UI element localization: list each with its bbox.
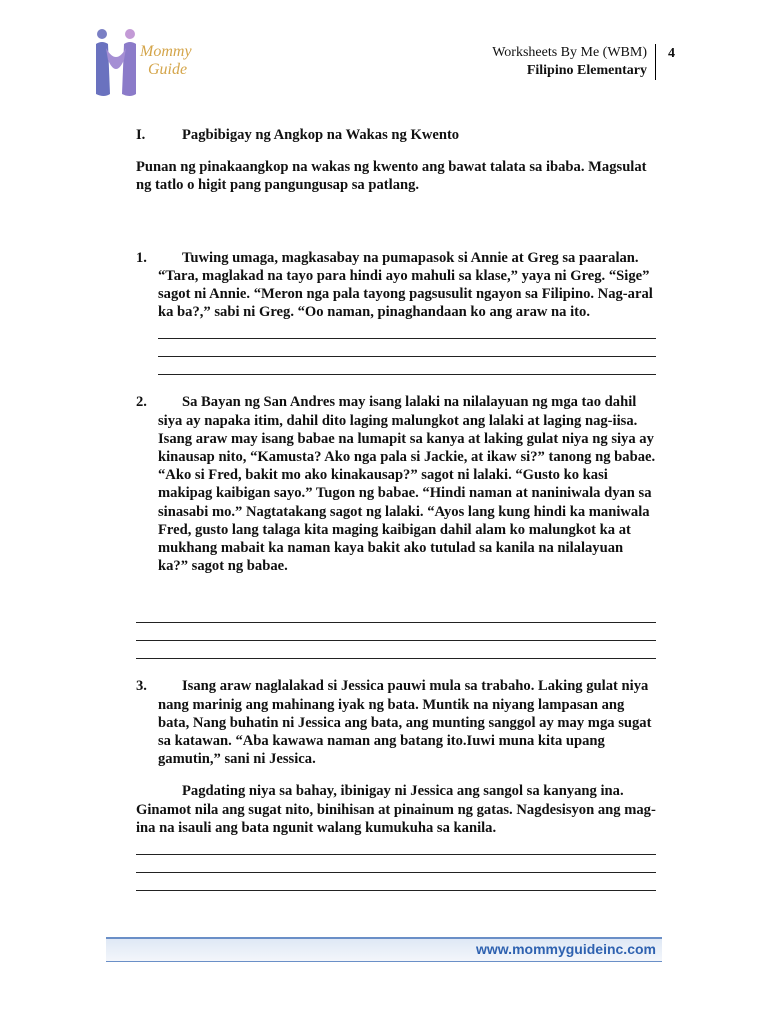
header-info xyxy=(492,44,656,80)
story-item-2 xyxy=(136,393,656,575)
story-item-3 xyxy=(136,677,656,768)
logo-text-mommy: Mommy xyxy=(140,43,192,60)
story-item-1 xyxy=(136,249,656,376)
answer-line[interactable] xyxy=(136,605,656,623)
answer-line[interactable] xyxy=(136,873,656,891)
answer-line[interactable] xyxy=(136,837,656,855)
worksheet-content xyxy=(136,126,656,891)
answer-line[interactable] xyxy=(136,623,656,641)
footer-bar xyxy=(106,937,662,962)
section-title: Pagbibigay ng Angkop na Wakas ng Kwento xyxy=(182,127,460,143)
item-number: 1. xyxy=(136,249,147,266)
answer-line[interactable] xyxy=(136,855,656,873)
section-number: I. xyxy=(136,127,146,143)
header-title: Worksheets By Me (WBM) xyxy=(492,45,647,60)
instructions: Punan ng pinakaangkop na wakas ng kwento ang bawat talata sa ibaba. Magsulat ng tatlo o higit pang pangungusap sa patlang. xyxy=(136,159,647,194)
logo-text-guide: Guide xyxy=(148,61,188,78)
section-heading xyxy=(136,126,656,144)
story-text: Tuwing umaga, magkasabay na pumapasok si Annie at Greg sa paaralan. “Tara, maglakad na tayo para hindi ayo mahuli sa klase,” yaya ni Greg. “Sige” sagot ni Annie. “Meron nga pala tayong pagsusulit ngayon sa Filipino. Nag-aral ka ba?,” sabi ni Greg. “Oo naman, pinaghandaan ko ang araw na ito. xyxy=(158,249,653,321)
item-number: 3. xyxy=(136,678,147,695)
answer-line[interactable] xyxy=(158,321,656,339)
answer-line[interactable] xyxy=(136,641,656,659)
answer-line[interactable] xyxy=(158,339,656,357)
mommy-guide-logo-icon xyxy=(90,26,230,102)
story-text-continuation: Pagdating niya sa bahay, ibinigay ni Jessica ang sangol sa kanyang ina. Ginamot nila ang sugat nito, binihisan at pinainum ng gatas. Nagdesisyon ang mag-ina na isauli ang bata ngunit walang kumukuha sa kanila. xyxy=(136,783,656,836)
answer-line[interactable] xyxy=(158,357,656,375)
story-text: Sa Bayan ng San Andres may isang lalaki na nilalayuan ng mga tao dahil siya ay napaka itim, dahil dito laging malungkot ang lalaki at laging nag-iisa. Isang araw may isang babae na lumapit sa kanya at laking gulat niya ng siya ay kinausap nito, “Kamusta? Ako nga pala si Jackie, at ikaw si?” tanong ng babae. “Ako si Fred, bakit mo ako kinakausap?” sagot ni lalaki. “Gusto ko kasi makipag kaibigan sayo.” Tugon ng babae. “Hindi naman at naniniwala dyan sa sinasabi mo.” Nagtatakang sagot ng lalaki. “Ayos lang kung hindi ka maniwala Fred, gusto lang talaga kita maging kaibigan dahil alam ko malungkot ka at mukhang mabait ka naman kaya bakit ako tutulad sa kanila na nilalayuan ka?” sagot ng babae. xyxy=(158,394,656,575)
story-text: Isang araw naglalakad si Jessica pauwi mula sa trabaho. Laking gulat niya nang marinig ang mahinang iyak ng bata. Muntik na niyang lampasan ang bata, Nang buhatin ni Jessica ang bata, ang munting sanggol ay may mga sugat sa katawan. “Aba kawawa naman ang batang ito.Iuwi muna kita upang gamutin,” sani ni Jessica. xyxy=(158,678,652,768)
mommy-guide-logo xyxy=(90,26,230,102)
footer-url[interactable]: www.mommyguideinc.com xyxy=(476,941,656,957)
page-number: 4 xyxy=(668,46,675,61)
header-subtitle: Filipino Elementary xyxy=(526,63,647,78)
item-number: 2. xyxy=(136,394,147,411)
